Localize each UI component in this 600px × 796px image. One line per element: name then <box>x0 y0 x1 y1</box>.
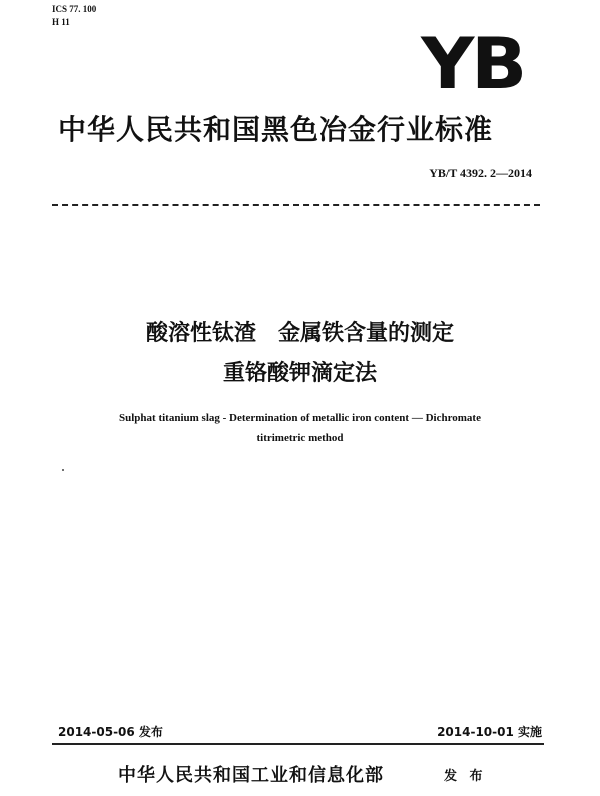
standard-number: YB/T 4392. 2—2014 <box>429 166 532 180</box>
header-divider <box>52 204 540 206</box>
issue-label: 发 布 <box>444 769 487 784</box>
chinese-title-line-1: 酸溶性钛渣 金属铁含量的测定 <box>145 321 454 346</box>
implementation-date: 2014-10-01 实施 <box>437 725 542 739</box>
yb-logo: YB <box>421 23 524 105</box>
footer-divider <box>52 743 544 745</box>
issuing-authority: 中华人民共和国工业和信息化部 <box>118 765 384 786</box>
issue-date: 2014-05-06 发布 <box>58 725 163 739</box>
classification-codes <box>52 3 96 29</box>
ics-code: ICS 77. 100 <box>52 4 97 14</box>
ccs-code: H 11 <box>52 17 70 27</box>
scan-speck <box>62 469 64 471</box>
english-title-line-2: titrimetric method <box>256 432 344 444</box>
standard-category-title: 中华人民共和国黑色冶金行业标准 <box>58 113 494 146</box>
english-title-line-1: Sulphat titanium slag - Determination of metallic iron content — Dichromate <box>119 412 481 424</box>
chinese-title-line-2: 重铬酸钾滴定法 <box>222 361 377 386</box>
